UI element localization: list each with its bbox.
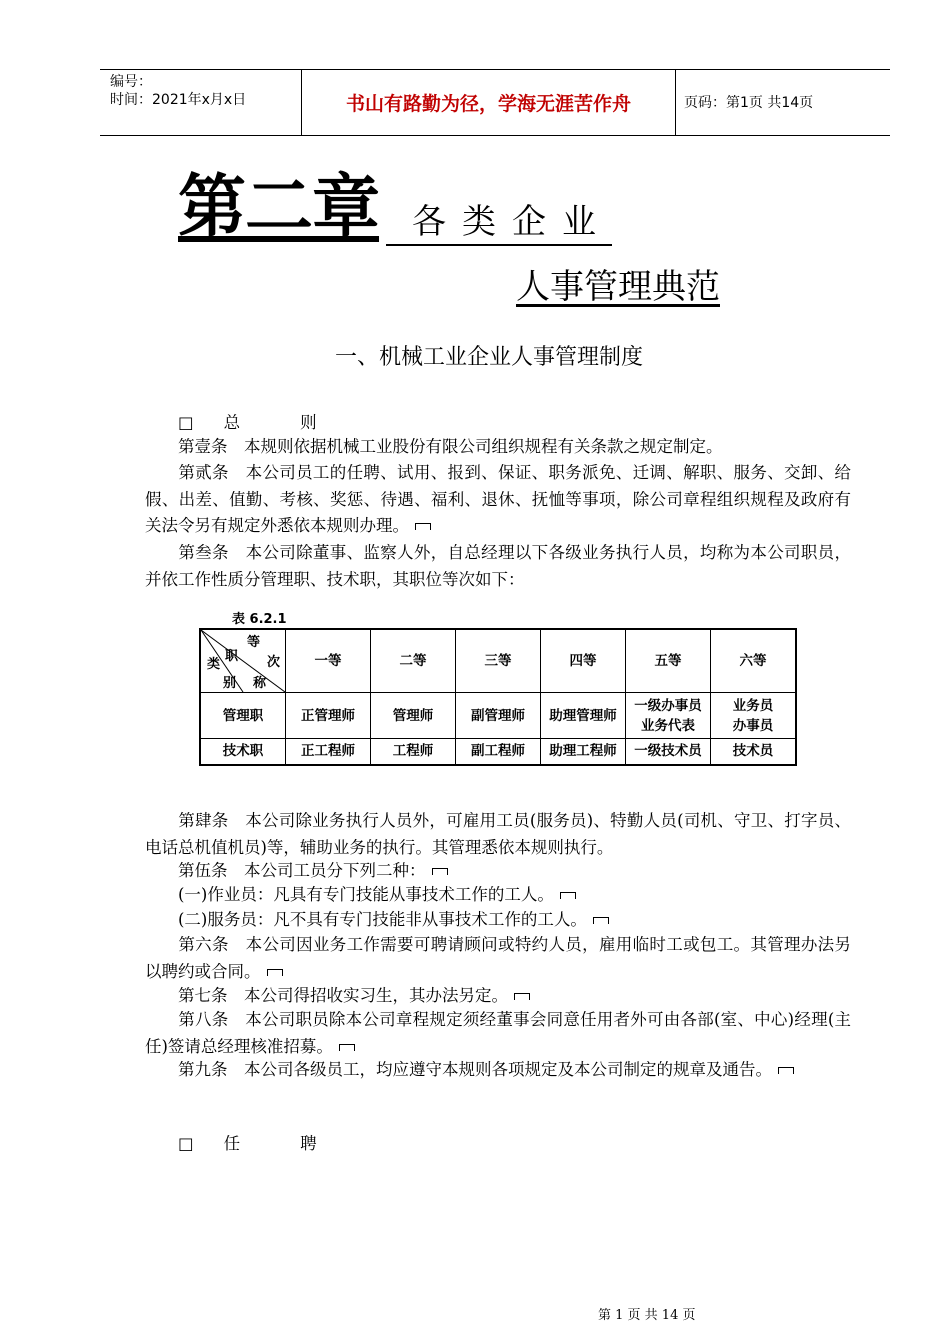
header-time-label: 时间：2021年x月x日 xyxy=(110,92,247,108)
position-rank-table xyxy=(199,628,797,766)
table-row-category: 管理职 xyxy=(200,693,286,739)
edit-mark-icon xyxy=(778,1067,794,1074)
header-number-label: 编号： xyxy=(110,74,152,90)
header-motto: 书山有路勤为径，学海无涯苦作舟 xyxy=(345,93,631,115)
table-col-header: 六等 xyxy=(711,629,797,693)
table-col-header: 三等 xyxy=(456,629,541,693)
edit-mark-icon xyxy=(432,868,448,875)
page-footer: 第 1 页 共 14 页 xyxy=(598,1308,696,1323)
table-col-header: 二等 xyxy=(371,629,456,693)
table-cell: 技术员 xyxy=(711,739,797,765)
table-cell: 正工程师 xyxy=(286,739,371,765)
table-cell: 正管理师 xyxy=(286,693,371,739)
heading-general: □ 总 则 xyxy=(178,413,317,432)
table-cell: 助理管理师 xyxy=(541,693,626,739)
chapter-title: 第二章 xyxy=(178,168,380,247)
heading-appointment: □ 任 聘 xyxy=(178,1134,317,1153)
section-title: 一、机械工业企业人事管理制度 xyxy=(335,345,644,370)
article-9: 第九条 本公司各级员工，均应遵守本规则各项规定及本公司制定的规章及通告。 xyxy=(145,1057,851,1084)
article-2: 第贰条 本公司员工的任聘、试用、报到、保证、职务派免、迁调、解职、服务、交卸、给假、出差、值勤、考核、奖惩、待遇、福利、退休、抚恤等事项，除公司章程组织规程及政府有关法令另有规定外悉依本规则办理。 xyxy=(145,463,851,535)
table-col-header: 四等 xyxy=(541,629,626,693)
article-7: 第七条 本公司得招收实习生，其办法另定。 xyxy=(145,983,851,1010)
table-cell: 一级技术员 xyxy=(626,739,711,765)
table-cell: 管理师 xyxy=(371,693,456,739)
header-page-label: 页码：第1页 共14页 xyxy=(684,95,814,111)
edit-mark-icon xyxy=(514,993,530,1000)
edit-mark-icon xyxy=(560,892,576,899)
chapter-subtitle-line1: 各类企业 xyxy=(386,200,612,246)
article-1: 第壹条 本规则依据机械工业股份有限公司组织规程有关条款之规定制定。 xyxy=(178,437,723,456)
heading-box-icon: □ xyxy=(178,413,194,432)
edit-mark-icon xyxy=(415,523,431,530)
table-row xyxy=(200,693,796,739)
edit-mark-icon xyxy=(593,917,609,924)
article-8: 第八条 本公司职员除本公司章程规定须经董事会同意任用者外可由各部(室、中心)经理(主任)签请总经理核准招募。 xyxy=(145,1010,851,1056)
table-cell: 一级办事员 业务代表 xyxy=(626,693,711,739)
table-col-header: 五等 xyxy=(626,629,711,693)
table-caption: 表 6.2.1 xyxy=(232,612,287,627)
heading-box-icon: □ xyxy=(178,1134,194,1153)
edit-mark-icon xyxy=(267,969,283,976)
header-divider-right xyxy=(675,69,676,136)
table-col-header: 一等 xyxy=(286,629,371,693)
table-row-category: 技术职 xyxy=(200,739,286,765)
table-cell: 工程师 xyxy=(371,739,456,765)
chapter-subtitle-line2: 人事管理典范 xyxy=(516,267,720,307)
table-row xyxy=(200,739,796,765)
table-cell: 副管理师 xyxy=(456,693,541,739)
article-3: 第叁条 本公司除董事、监察人外，自总经理以下各级业务执行人员，均称为本公司职员，并依工作性质分管理职、技术职，其职位等次如下： xyxy=(145,543,851,589)
article-6: 第六条 本公司因业务工作需要可聘请顾问或特约人员，雇用临时工或包工。其管理办法另以聘约或合同。 xyxy=(145,935,851,981)
table-cell: 业务员 办事员 xyxy=(711,693,797,739)
article-5-item-2: (二)服务员：凡不具有专门技能非从事技术工作的工人。 xyxy=(145,907,851,934)
table-cell: 副工程师 xyxy=(456,739,541,765)
article-5-item-1: (一)作业员：凡具有专门技能从事技术工作的工人。 xyxy=(145,882,851,909)
table-cell: 助理工程师 xyxy=(541,739,626,765)
article-5: 第伍条 本公司工员分下列二种： xyxy=(145,858,851,885)
article-4: 第肆条 本公司除业务执行人员外，可雇用工员(服务员)、特勤人员(司机、守卫、打字员、电话总机值机员)等，辅助业务的执行。其管理悉依本规则执行。 xyxy=(145,811,851,857)
edit-mark-icon xyxy=(339,1044,355,1051)
header-bottom-rule xyxy=(100,135,890,136)
table-corner-cell: 等 职 次 类 称 别 xyxy=(200,629,286,693)
header-top-rule xyxy=(100,69,890,70)
